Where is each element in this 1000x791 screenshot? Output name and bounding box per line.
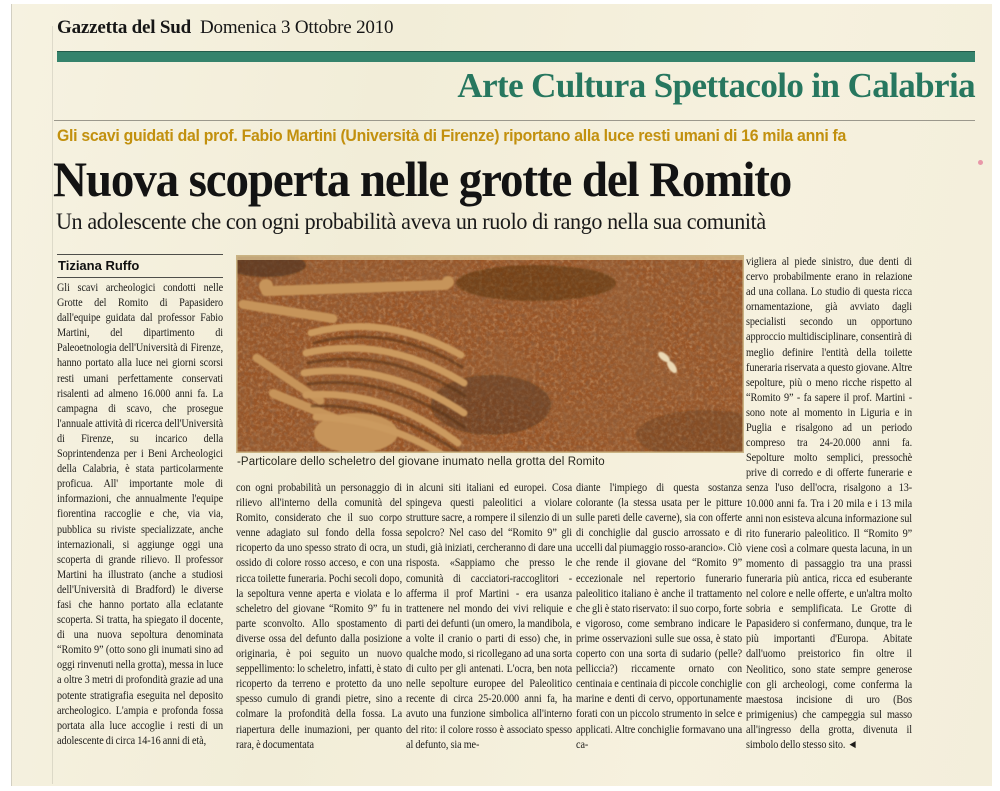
horizontal-rule [54,120,975,121]
article-column-3 [406,480,596,752]
article-text: Gli scavi archeologici condotti nelle Grotte del Romito di Papasidero dall'equipe guidata dal professor Fabio Martini, del dipartimento di Paleoetnologia dell'Università di Firenze, hanno portato alla luce nei giorni scorsi resti umani perfettamente conservati risalenti ad almeno 16.000 anni fa. La campagna di scavo, che prosegue l'annuale attività di ricerca dell'Università di Firenze, su incarico della Soprintendenza per i Beni Archeologici della Calabria, è stata particolarmente proficua. All' importante mole di informazioni, che annualmente l'equipe fiorentina raccoglie e che, via via, pubblica su riviste specializzate, anche internazionali, si aggiunge oggi una scoperta di grande rilievo. Il professor Martini ha illustrato (anche a studiosi dell'Università di Bradford) le diverse fasi che hanno portato alla eclatante scoperta. Si tratta, ha spiegato il docente, di una nuova sepoltura denominata “Romito 9” (otto sono gli inumati sino ad oggi rinvenuti nella grotta), messa in luce a oltre 3 metri di profondità grazie ad una potente stratigrafia eseguita nel deposito archeologico. L'ampia e profonda fossa portata alla luce accoglie i resti di un adolescente di circa 14-16 anni di età, [57,281,224,747]
masthead [57,17,393,39]
article-text: diante l'impiego di questa sostanza colorante (la stessa usata per le pitture sulle pareti delle caverne), sia con offerte di conchiglie dal guscio arrossato e di uccelli dal piumaggio rosso-arancio». Ciò che rende il giovane del “Romito 9” eccezionale nel repertorio funerario paleolitico italiano è anche il trattamento che gli è stato riservato: il suo corpo, forte e vigoroso, come sembrano indicare le prime osservazioni sulle sue ossa, è stato coperto con una sorta di sudario (pelle? pelliccia?) riccamente ornato con centinaia e centinaia di piccole conchiglie marine e denti di cervo, opportunamente forati con un piccolo strumento in selce e applicati. Altre conchiglie formavano una ca- [576,481,743,751]
byline-rule-bottom [57,277,223,278]
scan-artifact-dot [978,160,983,165]
photo-caption: -Particolare dello scheletro del giovane inumato nella grotta del Romito [237,456,605,468]
headline: Nuova scoperta nelle grotte del Romito [53,151,792,207]
subhead: Un adolescente che con ogni probabilità aveva un ruolo di rango nella sua comunità [56,209,766,234]
article-text: in alcuni siti italiani ed europei. Cosa spingeva questi paleolitici a violare strutture sacre, a rompere il silenzio di un sepolcro? Nel caso del “Romito 9” gli studi, già iniziati, cercheranno di dare una risposta. «Sappiamo che presso le comunità di cacciatori-raccoglitori - afferma il prof Martini - era usanza trattenere nel mondo dei vivi reliquie e parti dei defunti (un omero, la mandibola, a volte il cranio o parti di esso) che, in qualche modo, si ricollegano ad una sorta di culto per gli antenati. L'ocra, ben nota nelle sepolture europee del Paleolitico recente di circa 25-20.000 anni fa, ha avuto una funzione simbolica all'interno del rito: il colore rosso è associato spesso al defunto, sia me- [406,481,573,751]
article-photo [236,255,744,453]
kicker: Gli scavi guidati dal prof. Fabio Martini (Università di Firenze) riportano alla luce resti umani di 16 mila anni fa [57,126,847,145]
article-column-5 [746,254,936,752]
section-divider-bar [57,51,975,62]
article-text: con ogni probabilità un personaggio di rilievo all'interno della comunità del Romito, considerato che il suo corpo venne adagiato sul fondo della fossa ricoperto da uno spesso strato di ocra, un ossido di colore rosso acceso, e con una ricca toilette funeraria. Pochi secoli dopo, la sepoltura venne aperta e violata e lo scheletro del giovane “Romito 9” fu in parte sconvolto. Allo spostamento di diverse ossa del defunto dalla posizione originaria, è poi seguito un nuovo seppellimento: lo scheletro, infatti, è stato ricoperto da terreno e protetto da uno spesso cumulo di grandi pietre, sino a colmare la profondità della fossa. La riapertura delle inumazioni, per quanto rara, è documentata [236,481,403,751]
article-column-4 [576,480,766,752]
skeleton-photo [236,255,744,453]
paper-name: Gazzetta del Sud [57,17,192,38]
article-column-2 [236,480,426,752]
section-banner-title: Arte Cultura Spettacolo in Calabria [457,66,975,105]
article-text: vigliera al piede sinistro, due denti di cervo probabilmente erano in relazione ad una collana. Lo studio di questa ricca ornamentazione, già avviato dagli specialisti secondo un opportuno approccio multidisciplinare, consentirà di meglio definire l'entità della toilette funeraria riservata a questo giovane. Altre sepolture, più o meno ricche rispetto al “Romito 9” - fa sapere il prof. Martini - sono note al momento in Liguria e in Puglia e risalgono ad un periodo compreso tra 24-20.000 anni fa. Sepolture molto semplici, pressochè prive di corredo e di offerte funerarie e senza l'uso dell'ocra, risalgono a 13-10.000 anni fa. Tra i 20 mila e i 13 mila anni non esisteva alcuna informazione sul rito funerario paleolitico. Il “Romito 9” viene così a colmare questa lacuna, in un momento di passaggio tra una prassi funeraria più antica, ricca ed esuberante nel colore e nelle offerte, e un'altra molto sobria e semplificata. Le Grotte di Papasidero si confermano, dunque, tra le più importanti d'Europa. Abitate dall'uomo preistorico fin oltre il Neolitico, sono state sempre generose con gli archeologi, come conferma la maestosa incisione di uro (Bos primigenius) che campeggia sul masso all'ingresso della grotta, divenuta il simbolo dello stesso sito. ◄ [746,255,913,751]
scan-artifact-line [52,26,53,784]
article-column-1 [57,280,247,748]
issue-date: Domenica 3 Ottobre 2010 [200,17,394,38]
newspaper-page [12,4,992,786]
byline: Tiziana Ruffo [58,258,140,273]
byline-block [57,254,223,278]
